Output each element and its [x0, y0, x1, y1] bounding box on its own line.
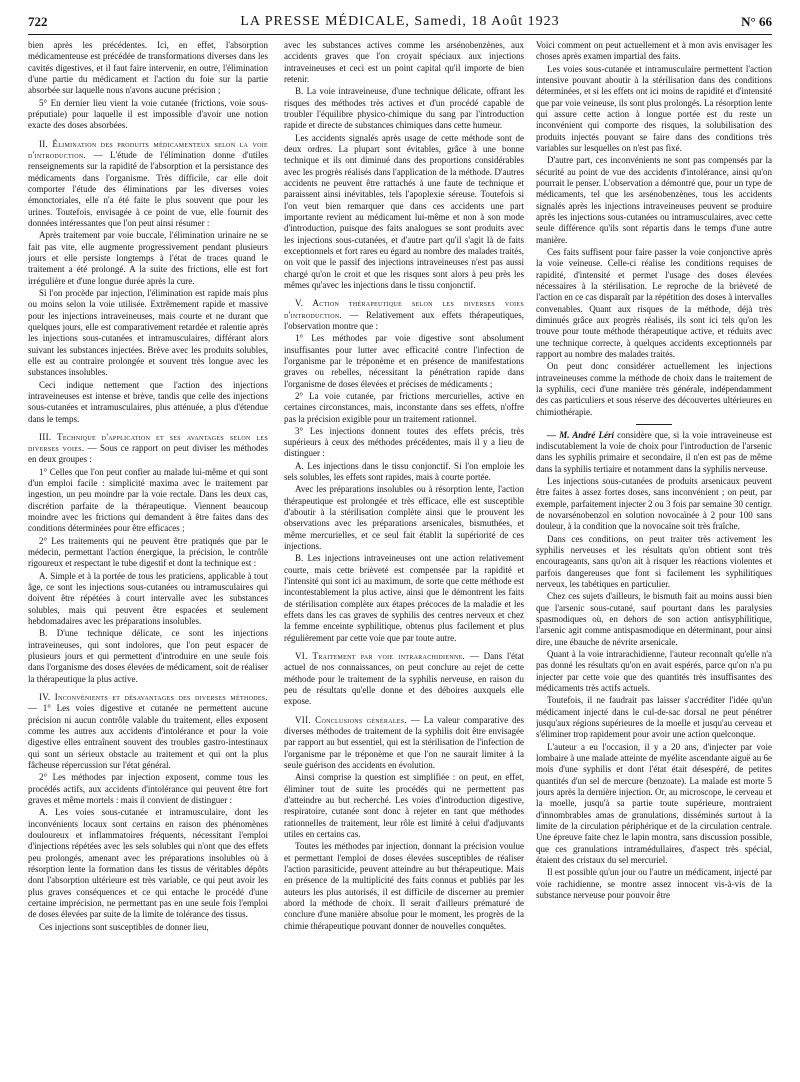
paragraph: Toutes les méthodes par injection, donnant la précision voulue et permettant l'emploi de doses élevées susceptibles de réaliser l'action parasiticide, peuvent atteindre au but thérapeutique. Mais en présence de la multiplicité des faits connus et publiés par les auteurs les plus autorisés, il est difficile de discerner au premier abord la méthode de choix. Il serait d'ailleurs prématuré de conclure d'une manière absolue pour le moment, les progrès de la chimie thérapeutique pouvant donner de nouvelles conquêtes. [284, 841, 524, 931]
paragraph: 5° En dernier lieu vient la voie cutanée (frictions, voie sous-préputiale) pour laquelle il est impossible d'avoir une notion exacte des doses absorbées. [28, 97, 268, 131]
section-paragraph [28, 139, 268, 230]
paragraph: Les accidents signalés après usage de cette méthode sont de deux ordres. La plupart sont évitables, grâce à une bonne technique et ils ont diminué dans des proportions considérables avec les progrès réalisés dans l'application de la méthode. D'autres accidents ne peuvent être rattachés à une faute de technique et paraissent ainsi inévitables, tels l'apoplexie séreuse. Toutefois si l'on veut bien remarquer que dans ces accidents une part importante revient au médicament lui-même et non à son mode d'introduction, puisque des faits analogues se sont produits avec les injections sous-cutanées, et d'autre part qu'il s'agit là de faits exceptionnels et fort rares eu égard au nombre des malades traités, on voit que le passif des injections intraveineuses n'est pas aussi chargé qu'on le croit et que les risques sont alors à peu près les mêmes qu'avec les injections dans le tissu conjonctif. [284, 132, 524, 290]
paragraph: B. La voie intraveineuse, d'une technique délicate, offrant les risques des méthodes très actives et d'un procédé capable de troubler l'équilibre physico-chimique du sang par l'introduction rapide et directe de substances chimiques dans cette humeur. [284, 86, 524, 131]
paragraph: 2° Les méthodes par injection exposent, comme tous les procédés actifs, aux accidents d'intolérance qui peuvent être fort graves et même mortels : mais il convient de distinguer : [28, 772, 268, 805]
section-intro: — L'étude de l'élimination donne d'utiles renseignements sur la rapidité de l'absorption et la persistance des médicaments dans l'organisme. Très difficile, car elle doit comporter l'étude des éliminations par les diverses voies émonctoriales, elle n'a été faite le plus souvent que pour les urines. Toutefois, envisagée à ce point de vue, elle fournit des données intéressantes que l'on peut ainsi résumer : [28, 149, 268, 228]
section-paragraph [28, 692, 268, 771]
paragraph: A. Les voies sous-cutanée et intramusculaire, dont les inconvénients locaux sont certains en raison des phénomènes douloureux et inflammatoires fréquents, nécessitant l'emploi d'injections répétées avec les sels solubles qui n'ont que des effets peu prolongés, amenant avec les préparations insolubles où à résorption lente la formation dans les tissus de véritables dépôts dont l'absorption ultérieure est très variable, ce qui peut avoir les plus graves conséquences et ce qui entache le procédé d'une certaine imprécision, ne permettant pas en une seule fois l'emploi de doses élevées par suite de la limite de tolérance des tissus. [28, 807, 268, 920]
section-heading: III. Technique d'application et ses avantages selon les diverses voies. [28, 431, 268, 454]
column-middle [284, 40, 524, 1070]
paragraph: On peut donc considérer actuellement les injections intraveineuses comme la méthode de choix dans le traitement de la syphilis, ceci d'une manière très générale, indépendamment des cas particuliers et sous réserve des découvertes ultérieures en chimiothérapie. [536, 361, 772, 417]
paragraph: bien après les précédentes. Ici, en effet, l'absorption médicamenteuse est précédée de transformations diverses dans les cavités digestives, et il faut faire intervenir, en outre, l'élimination d'une partie du médicament et l'action du foie sur la partie absorbée sur laquelle nous n'avons aucune précision ; [28, 40, 268, 96]
page-number: 722 [28, 14, 48, 29]
paragraph: Si l'on procède par injection, l'élimination est rapide mais plus ou moins selon la voie utilisée. Extrêmement rapide et massive pour les injections intraveineuses, mais courte et ne durant que quelques jours, elle est comparativement retardée et ralentie après les injections sous-cutanées et intramusculaires, différant alors suivant les substances injectées. Brève avec les produits solubles, elle est au contraire prolongée et souvent très longue avec les substances insolubles. [28, 287, 268, 378]
paragraph [536, 430, 772, 475]
paragraph: Les injections sous-cutanées de produits arsenicaux peuvent être faites à assez fortes doses, sans inconvénient ; on peut, par exemple, parfaitement injecter 2 ou 3 fois par semaine 30 centigr. de novarsénobenzol en solution novocaïnée à 2 pour 100 sans douleur, à la condition que la novocaïne soit très fraîche. [536, 476, 772, 532]
author-name: — M. André Léri [547, 429, 614, 440]
paragraph: Ceci indique nettement que l'action des injections intraveineuses est intense et brève, tandis que celle des injections sous-cutanées et intramusculaires, plus atténuée, a plus d'étendue dans le temps. [28, 379, 268, 424]
paragraph: 2° Les traitements qui ne peuvent être pratiqués que par le médecin, permettant l'action énergique, la précision, le contrôle rigoureux et respectant le tube digestif et dont la technique est : [28, 535, 268, 569]
paragraph: D'autre part, ces inconvénients ne sont pas compensés par la sécurité au point de vue des accidents d'intolérance, ainsi qu'on pourrait le penser. L'observation a démontré que, pour un type de médicaments, tel que les arsénobenzènes, tous les accidents signalés après les injections intraveineuses peuvent se produire après les injections sous-cutanées ou intramusculaires, avec cette seule différence qu'ils sont répartis dans le temps d'une autre manière. [536, 155, 772, 245]
paragraph-text: considère que, si la voie intraveineuse est indiscutablement la voie de choix pour l'introduction de l'arsenic dans les syphilis primaire et secondaire, il n'en est pas de même dans la syphilis tertiaire et notamment dans la syphilis nerveuse. [536, 429, 772, 474]
paragraph: B. Les injections intraveineuses ont une action relativement courte, mais cette brièveté est compensée par la rapidité et l'intensité qui sont ici au maximum, de sorte que cette méthode est incontestablement la plus active, ainsi que le démontrent les faits de stérilisation complète aux étapes précoces de la maladie et les effets dans les cas graves de syphilis des centres nerveux et chez la femme enceinte syphilitique, obtenus plus facilement et plus régulièrement par cette voie que par toute autre. [284, 553, 524, 643]
paragraph: Chez ces sujets d'ailleurs, le bismuth fait au moins aussi bien que l'arsenic sous-cutané, sauf pourtant dans les paralysies spasmodiques où, en dehors de son action antisyphilitique, l'arsenic agit comme antispasmodique en déterminant, pour ainsi dire, une ébauche de névrite arsenicale. [536, 591, 772, 647]
issue-number: N° 66 [741, 14, 772, 29]
journal-title: LA PRESSE MÉDICALE, Samedi, 18 Août 1923 [240, 14, 560, 29]
paragraph: A. Simple et à la portée de tous les praticiens, applicable à tout âge, ce sont les injections sous-cutanées ou intramusculaires qui doivent être répétées à court intervalle avec les substances solubles, mais qui peuvent être espacées et seulement hebdomadaires avec les préparations insolubles. [28, 570, 268, 627]
column-right [536, 40, 772, 1070]
section-intro: — Relativement aux effets thérapeutiques, l'observation montre que : [284, 309, 524, 331]
paragraph: 1° Celles que l'on peut confier au malade lui-même et qui sont d'un emploi facile : simplicité maxima avec le traitement par ingestion, un peu moindre par la voie rectale. Dans les deux cas, discrétion parfaite de la thérapeutique. Viennent beaucoup moindre avec les frictions qui demandent à être faites dans des conditions déterminées pour être efficaces ; [28, 466, 268, 534]
paragraph: Il est possible qu'un jour ou l'autre un médicament, injecté par voie rachidienne, se montre assez innocent vis-à-vis de la substance nerveuse pour pouvoir être [536, 867, 772, 900]
paragraph: Dans ces conditions, on peut traiter très activement les syphilis nerveuses et les résultats qu'on obtient sont très encourageants, sans qu'on ait à risquer les réactions violentes et parfois dangereuses que font si facilement les syphilitiques nerveux, les tabétiques en particulier. [536, 533, 772, 590]
paragraph: Les voies sous-cutanée et intramusculaire permettent l'action intensive pouvant aboutir à la stérilisation dans des conditions déterminées, et si les effets ont ici moins de rapidité et d'intensité que par voie veineuse, ils sont plus prolongés. La résorption lente qui assure cette action à longue portée est du reste un inconvénient qui comporte des risques, la solubilisation des produits injectés pouvant se faire dans des conditions très variables sur lesquelles on n'est pas fixé. [536, 63, 772, 153]
page-header [28, 12, 772, 35]
section-paragraph [284, 715, 524, 772]
column-left [28, 40, 268, 1070]
section-intro: — La valeur comparative des diverses méthodes de traitement de la syphilis doit être envisagée par rapport au but essentiel, qui est la stérilisation de l'infection de l'organisme par le tréponème et que l'on ne saurait limiter à la seule guérison des accidents en évolution. [284, 714, 524, 771]
paragraph: 2° La voie cutanée, par frictions mercurielles, active en certaines circonstances, mais, inconstante dans ses effets, n'offre pas la précision exigible pour un traitement rationnel. [284, 390, 524, 424]
section-paragraph [28, 432, 268, 466]
divider [636, 424, 672, 425]
section-heading: II. Élimination des produits médicamenteux selon la voie d'introduction. [28, 138, 268, 160]
section-heading: VI. Traitement par voie intrarachidienne. [295, 651, 466, 662]
section-intro: — Dans l'état actuel de nos connaissances, on peut conclure au rejet de cette méthode pour le traitement de la syphilis nerveuse, en raison du peu de résultats qu'elle donne et des déboires auxquels elle expose. [284, 651, 524, 707]
paragraph: A. Les injections dans le tissu conjonctif. Si l'on emploie les sels solubles, les effets sont rapides, mais à courte portée. [284, 460, 524, 483]
paragraph: Quant à la voie intrarachidienne, l'auteur reconnaît qu'elle n'a pas donné les résultats qu'on en avait espérés, parce qu'on n'a pu injecter par cette voie que des quantités très insuffisantes des médicaments très actifs actuels. [536, 649, 772, 694]
section-heading: V. Action thérapeutique selon les diverses voies d'introduction. [284, 298, 524, 320]
section-intro: — 1° Les voies digestive et cutanée ne permettent aucune précision ni aucun contrôle valable du traitement, elles exposent comme les autres aux accidents d'intolérance et pour la voie digestive elles entraînent souvent des troubles gastro-intestinaux qui sont un sérieux obstacle au traitement et qui ont la plus fâcheuse répercussion sur l'état général. [28, 703, 268, 771]
section-heading: VII. Conclusions générales. [295, 714, 407, 725]
paragraph: Ainsi comprise la question est simplifiée : on peut, en effet, éliminer tout de suite les procédés qui ne permettent pas d'atteindre au but recherché. Les voies d'introduction digestive, respiratoire, cutanée sont donc à rejeter en tant que méthodes rationnelles de traitement, leur rôle est limité à celui d'adjuvants utiles en certains cas. [284, 772, 524, 839]
paragraph: Voici comment on peut actuellement et à mon avis envisager les choses après examen impartial des faits. [536, 40, 772, 62]
section-heading: IV. Inconvénients et désavantages des diverses méthodes. [39, 692, 268, 703]
section-intro: — Sous ce rapport on peut diviser les méthodes en deux groupes : [28, 443, 268, 465]
section-paragraph [284, 298, 524, 332]
paragraph: avec les substances actives comme les arsénobenzènes, aux accidents graves que l'on croyait spéciaux aux injections intraveineuses et ceci est un point capital qu'il importe de bien retenir. [284, 40, 524, 84]
paragraph: 1° Les méthodes par voie digestive sont absolument insuffisantes pour lutter avec efficacité contre l'infection de l'organisme par le tréponème et en présence de manifestations graves ou rebelles, nécessitant la pénétration rapide dans l'organisme de doses élevées et précises de médicaments ; [284, 333, 524, 389]
section-paragraph [284, 651, 524, 708]
paragraph: Ces faits suffisent pour faire passer la voie conjonctive après la voie veineuse. Celle-ci réalise les conditions requises de rapidité, d'intensité et permet l'usage des doses élevées nécessaires à la stérilisation. Le reproche de la brièveté de l'action en ce cas disparaît par la répétition des doses à intervalles convenables. Quant aux risques de la méthode, déjà très diminués grâce aux progrès réalisés, ils sont ici tels qu'on les trouve pour toute méthode thérapeutique active, et réduits avec une technique correcte, à quelques accidents exceptionnels par rapport au nombre des malades traités. [536, 246, 772, 359]
paragraph: L'auteur a eu l'occasion, il y a 20 ans, d'injecter par voie lombaire à une malade atteinte de myélite ascendante aiguë au 6e mois d'une syphilis et dont l'état était désespéré, de petites quantités d'un sel de mercure (benzoate). La malade est morte 5 jours après la dernière injection. Or, au microscope, le cerveau et la moelle, jusqu'à sa partie toute supérieure, montraient d'innombrables amas de granulations, disséminés surtout à la limite de la circulation périphérique et de la circulation centrale. Une épreuve faite chez le lapin montra, sans discussion possible, que ces granulations intramédullaires, d'aspect très spécial, étaient des cristaux du sel mercuriel. [536, 741, 772, 865]
paragraph: Après traitement par voie buccale, l'élimination urinaire ne se fait pas vite, elle augmente progressivement pendant plusieurs jours et elle persiste longtemps à l'état de traces quand le traitement a été prolongé. A la suite des frictions, elle est fort irrégulière et d'une longue durée après la cure. [28, 230, 268, 286]
paragraph: Ces injections sont susceptibles de donner lieu, [39, 921, 209, 932]
paragraph: 3° Les injections donnent toutes des effets précis, très supérieurs à ceux des méthodes précédentes, mais il y a lieu de distinguer : [284, 425, 524, 459]
paragraph: Toutefois, il ne faudrait pas laisser s'accréditer l'idée qu'un médicament injecté dans le cul-de-sac dorsal ne peut pénétrer jusqu'aux régions supérieures de la moelle et jusqu'au cerveau et s'éliminer trop rapidement pour avoir une action quelconque. [536, 695, 772, 740]
paragraph: Avec les préparations insolubles ou à résorption lente, l'action thérapeutique est prolongée et très efficace, elle est susceptible d'aboutir à la stérilisation complète ainsi que le prouvent les observations avec les préparations arsenicales, bismuthées, et même mercurielles, et ce seul fait établit la supériorité de ces injections. [284, 484, 524, 552]
paragraph: B. D'une technique délicate, ce sont les injections intraveineuses, qui sont indolores, que l'on peut espacer de plusieurs jours et qui permettent d'introduire en une seule fois dans l'organisme des doses élevées de médicament, soit de réaliser la thérapeutique la plus active. [28, 628, 268, 684]
